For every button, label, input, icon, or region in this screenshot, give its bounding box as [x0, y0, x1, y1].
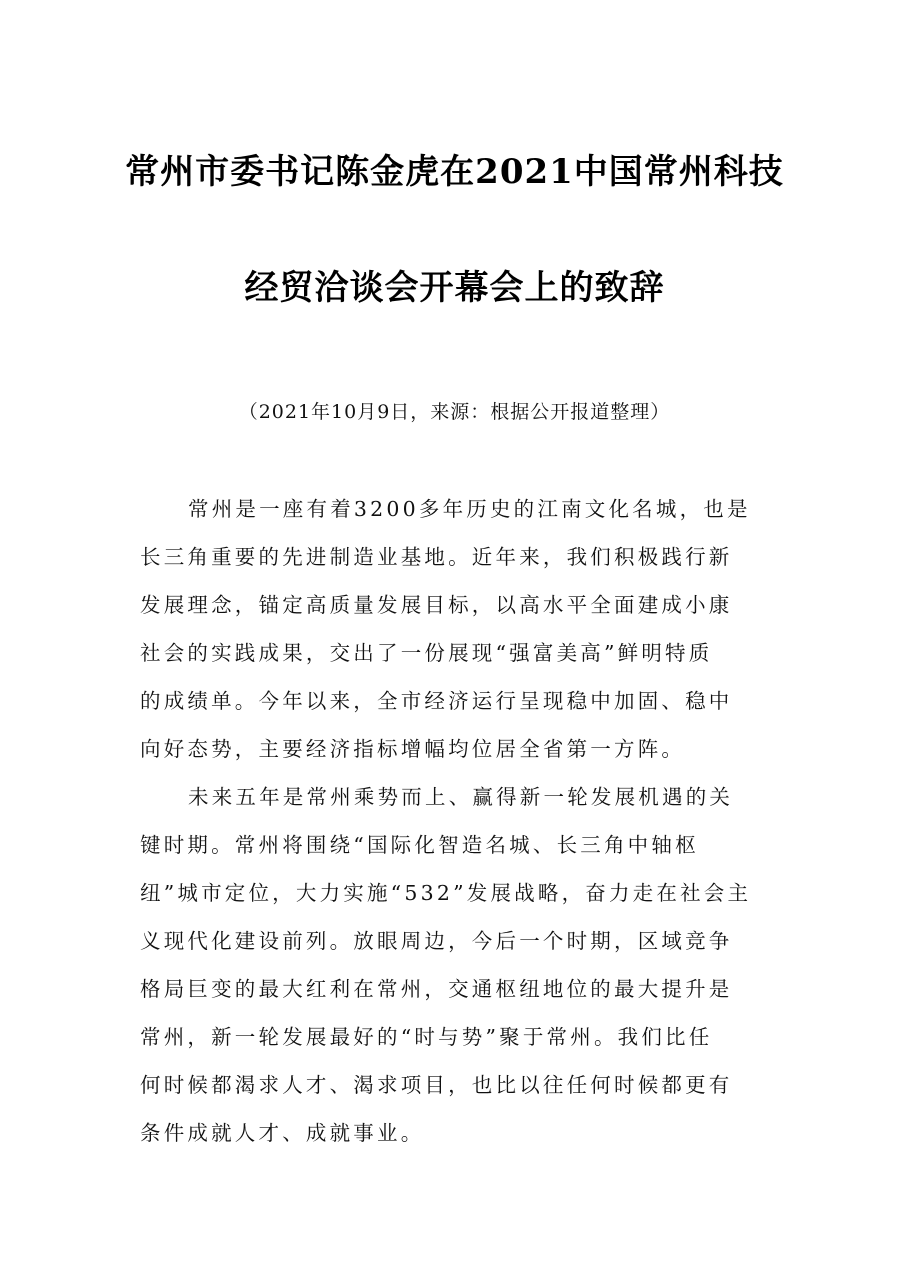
paragraph-line: 键时期。常州将围绕“国际化智造名城、长三角中轴枢: [140, 833, 699, 857]
title-line-1: 常州市委书记陈金虎在2021中国常州科技: [125, 152, 784, 192]
paragraph-line: 义现代化建设前列。放眼周边，今后一个时期，区域竞争: [140, 929, 733, 953]
paragraph-line: 纽”城市定位，大力实施“532”发展战略，奋力走在社会主: [140, 881, 752, 905]
paragraph-line: 常州是一座有着3200多年历史的江南文化名城，也是: [188, 497, 751, 521]
paragraph-line: 格局巨变的最大红利在常州，交通枢纽地位的最大提升是: [140, 977, 733, 1001]
paragraph-line: 向好态势，主要经济指标增幅均位居全省第一方阵。: [140, 737, 686, 761]
paragraph-line: 何时候都渴求人才、渴求项目，也比以往任何时候都更有: [140, 1073, 733, 1097]
paragraph-line: 长三角重要的先进制造业基地。近年来，我们积极践行新: [140, 545, 733, 569]
paragraph-line: 发展理念，锚定高质量发展目标，以高水平全面建成小康: [140, 593, 733, 617]
paragraph-line: 社会的实践成果，交出了一份展现“强富美高”鲜明特质: [140, 641, 713, 665]
dateline: （2021年10月9日，来源：根据公开报道整理）: [238, 401, 671, 423]
title-line-2: 经贸洽谈会开幕会上的致辞: [244, 268, 665, 308]
paragraph-line: 条件成就人才、成就事业。: [140, 1121, 425, 1145]
paragraph-line: 的成绩单。今年以来，全市经济运行呈现稳中加固、稳中: [140, 689, 733, 713]
paragraph-line: 常州，新一轮发展最好的“时与势”聚于常州。我们比任: [140, 1025, 713, 1049]
paragraph-line: 未来五年是常州乘势而上、赢得新一轮发展机遇的关: [188, 785, 734, 809]
